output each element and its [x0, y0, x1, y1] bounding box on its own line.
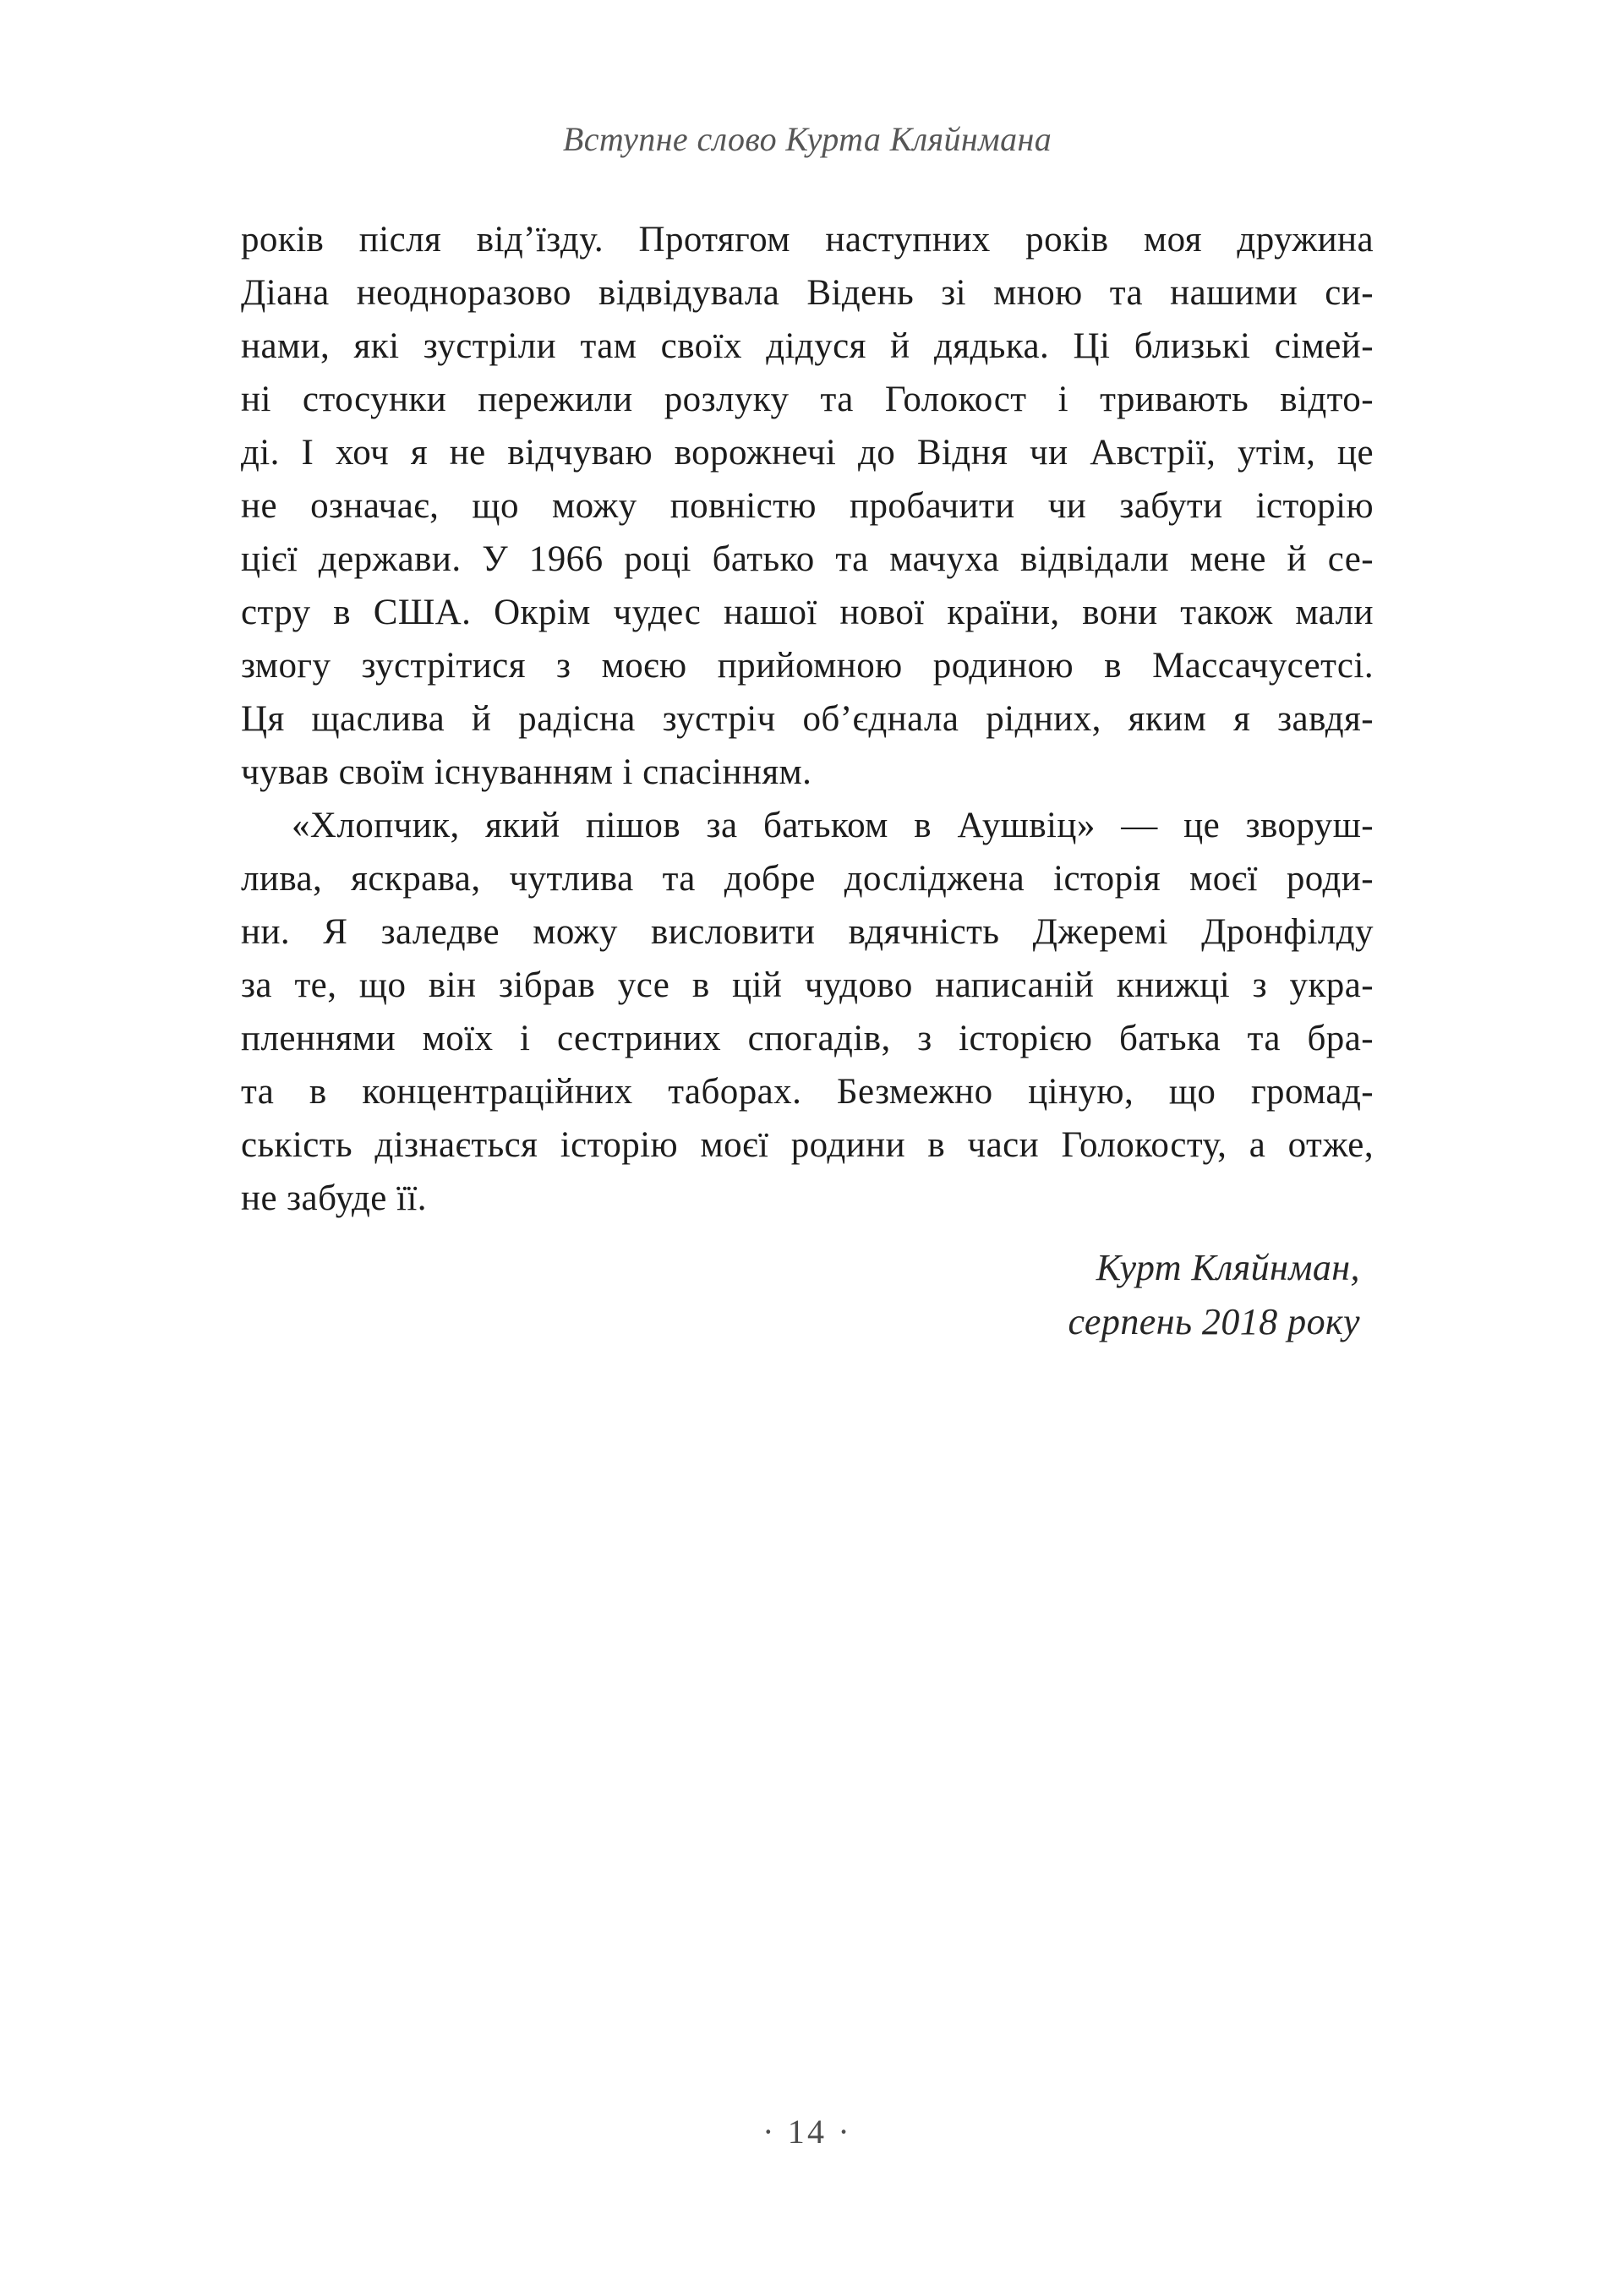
- body-line: стру в США. Окрім чудес нашої нової країни, вони також мали: [241, 593, 1374, 632]
- signature-line: серпень 2018 року: [1068, 1301, 1360, 1342]
- body-line: ні стосунки пережили розлуку та Голокост і тривають відто-: [241, 380, 1374, 419]
- signature-line: Курт Кляйнман,: [1096, 1247, 1360, 1288]
- body-text: [241, 213, 1374, 1225]
- body-line: змогу зустрітися з моєю прийомною родиною в Массачусетсі.: [241, 646, 1374, 686]
- body-line: ді. І хоч я не відчуваю ворожнечі до Відня чи Австрії, утім, це: [241, 433, 1374, 473]
- body-line: Ця щаслива й радісна зустріч об’єднала рідних, яким я завдя-: [241, 699, 1374, 739]
- body-line: не забуде її.: [241, 1178, 427, 1218]
- running-header: Вступне слово Курта Кляйнмана: [562, 120, 1052, 158]
- body-line: за те, що він зібрав усе в цій чудово написаній книжці з укра-: [241, 965, 1374, 1005]
- body-line: Діана неодноразово відвідувала Відень зі мною та нашими си-: [241, 273, 1374, 313]
- body-line: пленнями моїх і сестриних спогадів, з історією батька та бра-: [241, 1019, 1374, 1058]
- signature-block: [241, 1241, 1374, 1349]
- body-line: ни. Я заледве можу висловити вдячність Джеремі Дронфілду: [241, 912, 1374, 952]
- body-line: ськість дізнається історію моєї родини в часи Голокосту, а отже,: [241, 1125, 1374, 1165]
- body-line: чував своїм існуванням і спасінням.: [241, 752, 812, 792]
- body-line: років після від’їзду. Протягом наступних років моя дружина: [241, 220, 1374, 260]
- body-line: та в концентраційних таборах. Безмежно ціную, що громад-: [241, 1072, 1374, 1112]
- body-line: не означає, що можу повністю пробачити чи забути історію: [241, 486, 1374, 526]
- body-line: нами, які зустріли там своїх дідуся й дядька. Ці близькі сімей-: [241, 326, 1374, 366]
- body-line: «Хлопчик, який пішов за батьком в Аушвіц» — це зворуш-: [292, 806, 1374, 845]
- body-line: лива, яскрава, чутлива та добре досліджена історія моєї роди-: [241, 859, 1374, 899]
- page-number: · 14 ·: [762, 2113, 852, 2151]
- body-line: цієї держави. У 1966 році батько та мачуха відвідали мене й се-: [241, 539, 1374, 579]
